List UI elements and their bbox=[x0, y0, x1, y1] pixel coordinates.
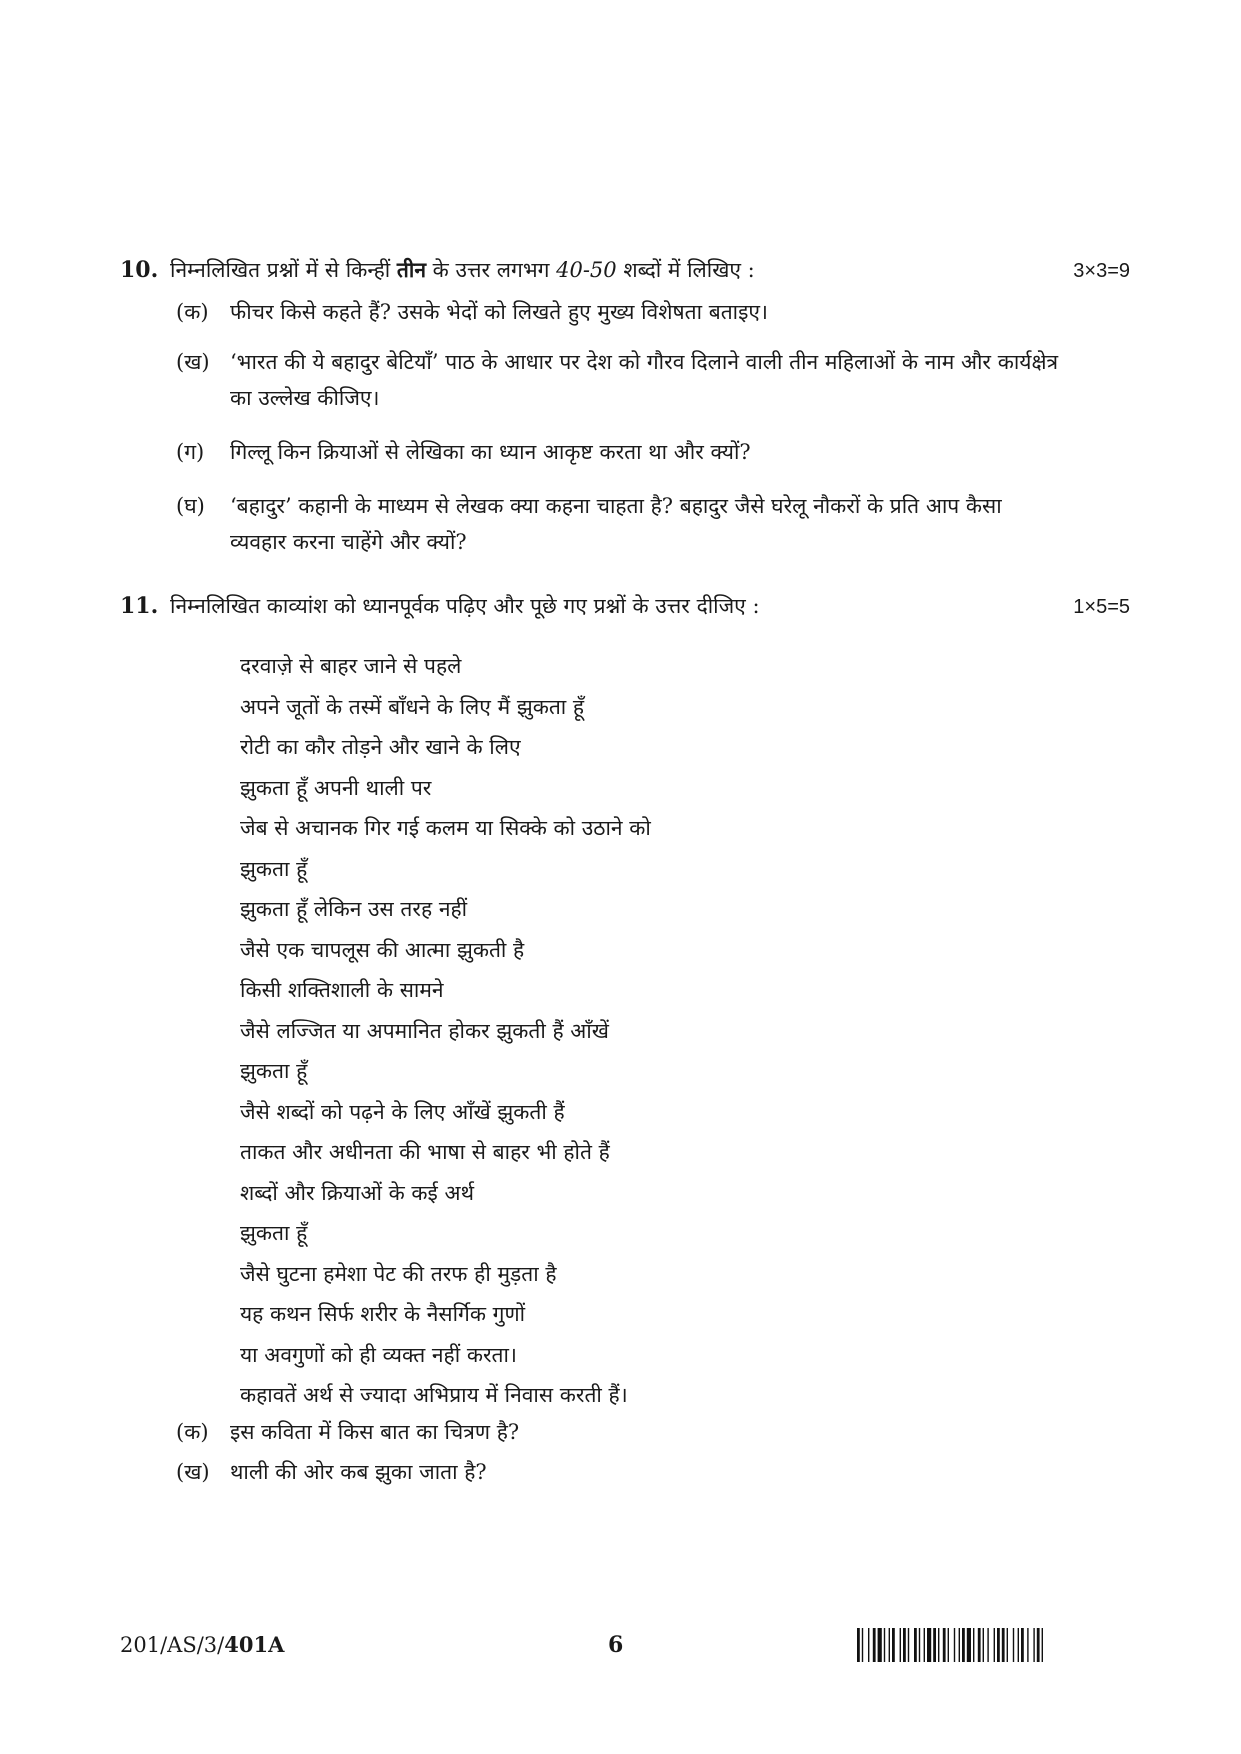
poem bbox=[240, 646, 651, 1416]
barcode-bar bbox=[900, 1628, 901, 1662]
poem-line: झुकता हूँ bbox=[240, 856, 308, 881]
barcode-bar bbox=[954, 1628, 955, 1662]
poem-line: किसी शक्तिशाली के सामने bbox=[240, 978, 444, 1002]
marks: 3×3=9 bbox=[1073, 260, 1130, 282]
question-text: निम्नलिखित काव्यांश को ध्यानपूर्वक पढ़िए और पूछे गए प्रश्नों के उत्तर दीजिए : bbox=[170, 594, 760, 618]
subquestion-label: (क) bbox=[176, 1420, 209, 1444]
barcode-bar bbox=[973, 1628, 974, 1662]
poem-line: जैसे घुटना हमेशा पेट की तरफ ही मुड़ता है bbox=[240, 1261, 557, 1286]
poem-line: झुकता हूँ bbox=[240, 1221, 308, 1245]
poem-line: ताकत और अधीनता की भाषा से बाहर भी होते हैं bbox=[240, 1140, 610, 1164]
option-text: फीचर किसे कहते हैं? उसके भेदों को लिखते हुए मुख्य विशेषता बताइए। bbox=[230, 300, 768, 324]
barcode-bar bbox=[962, 1628, 965, 1662]
barcode-bar bbox=[967, 1628, 971, 1662]
barcode-bar bbox=[892, 1628, 895, 1662]
option bbox=[176, 434, 1130, 470]
subquestion bbox=[176, 1458, 487, 1486]
option-label: (घ) bbox=[176, 494, 205, 518]
barcode-bar bbox=[1037, 1628, 1040, 1662]
option-label: (ग) bbox=[176, 440, 205, 464]
question-text-part: के उत्तर लगभग bbox=[432, 258, 550, 282]
barcode-bar bbox=[868, 1628, 869, 1662]
barcode-bar bbox=[978, 1628, 981, 1662]
poem-line: यह कथन सिर्फ शरीर के नैसर्गिक गुणों bbox=[240, 1302, 526, 1326]
barcode-bar bbox=[1007, 1628, 1008, 1662]
word-range: 40-50 bbox=[556, 258, 617, 282]
barcode-bar bbox=[933, 1628, 936, 1662]
option-text: गिल्लू किन क्रियाओं से लेखिका का ध्यान आकृष्ट करता था और क्यों? bbox=[230, 440, 751, 464]
question-text-part: निम्नलिखित प्रश्नों में से किन्हीं bbox=[170, 258, 391, 282]
marks: 1×5=5 bbox=[1073, 596, 1130, 618]
barcode-bar bbox=[938, 1628, 939, 1662]
barcode-bar bbox=[987, 1628, 988, 1662]
barcode-bar bbox=[1033, 1628, 1034, 1662]
poem-line: झुकता हूँ bbox=[240, 1059, 308, 1083]
question-number: 10. bbox=[120, 257, 159, 283]
option-text: ‘भारत की ये बहादुर बेटियाँ’ पाठ के आधार पर देश को गौरव दिलाने वाली तीन महिलाओं के नाम और कार्यक्षेत्र का उल्लेख कीजिए। bbox=[230, 350, 1059, 410]
option bbox=[176, 488, 1130, 560]
question-text-part: शब्दों में लिखिए : bbox=[623, 258, 755, 282]
poem-line: अपने जूतों के तस्में बाँधने के लिए मैं झुकता हूँ bbox=[240, 694, 585, 719]
barcode-bar bbox=[983, 1628, 984, 1662]
barcode-bar bbox=[862, 1628, 863, 1662]
question-11 bbox=[120, 592, 1130, 620]
poem-line: दरवाज़े से बाहर जाने से पहले bbox=[240, 654, 462, 678]
page-number: 6 bbox=[608, 1632, 624, 1658]
barcode-bar bbox=[948, 1628, 949, 1662]
barcode-bar bbox=[889, 1628, 890, 1662]
barcode-bar bbox=[857, 1628, 860, 1662]
barcode-bar bbox=[1002, 1628, 1005, 1662]
poem-line: कहावतें अर्थ से ज्यादा अभिप्राय में निवास करती हैं। bbox=[240, 1383, 628, 1407]
poem-line: झुकता हूँ लेकिन उस तरह नहीं bbox=[240, 897, 468, 921]
barcode-bar bbox=[959, 1628, 960, 1662]
question-number: 11. bbox=[120, 593, 159, 619]
poem-line: या अवगुणों को ही व्यक्त नहीं करता। bbox=[240, 1342, 517, 1367]
poem-line: रोटी का कौर तोड़ने और खाने के लिए bbox=[240, 735, 521, 759]
question-text-bold: तीन bbox=[396, 257, 426, 282]
barcode-bar bbox=[903, 1628, 906, 1662]
subquestion bbox=[176, 1418, 519, 1446]
barcode-bar bbox=[1013, 1628, 1014, 1662]
poem-line: जैसे एक चापलूस की आत्मा झुकती है bbox=[240, 937, 525, 962]
barcode-bar bbox=[878, 1628, 882, 1662]
barcode-bar bbox=[908, 1628, 909, 1662]
subquestion-text: थाली की ओर कब झुका जाता है? bbox=[230, 1460, 487, 1484]
barcode-bar bbox=[1042, 1628, 1043, 1662]
paper-code-prefix: 201/AS/3/ bbox=[120, 1633, 225, 1657]
paper-code bbox=[120, 1632, 284, 1657]
question-10 bbox=[120, 256, 1130, 560]
barcode-bar bbox=[1021, 1628, 1024, 1662]
barcode-bar bbox=[994, 1628, 995, 1662]
barcode bbox=[857, 1628, 1117, 1662]
option bbox=[176, 294, 1130, 330]
barcode-bar bbox=[943, 1628, 946, 1662]
paper-code-bold: 401A bbox=[224, 1632, 285, 1657]
barcode-bar bbox=[924, 1628, 925, 1662]
barcode-bar bbox=[1018, 1628, 1019, 1662]
barcode-bar bbox=[873, 1628, 876, 1662]
barcode-bar bbox=[1027, 1628, 1028, 1662]
option-label: (ख) bbox=[176, 350, 210, 374]
option-text: ‘बहादुर’ कहानी के माध्यम से लेखक क्या कहना चाहता है? बहादुर जैसे घरेलू नौकरों के प्रति आप कैसा व्यवहार करना चाहेंगे और क्यों? bbox=[230, 494, 1002, 554]
poem-line: जैसे शब्दों को पढ़ने के लिए आँखें झुकती हैं bbox=[240, 1099, 565, 1124]
subquestion-label: (ख) bbox=[176, 1460, 210, 1484]
question-text bbox=[170, 256, 1010, 284]
barcode-bar bbox=[914, 1628, 917, 1662]
option-label: (क) bbox=[176, 300, 209, 324]
poem-line: शब्दों और क्रियाओं के कई अर्थ bbox=[240, 1180, 474, 1205]
poem-line: झुकता हूँ अपनी थाली पर bbox=[240, 775, 432, 800]
barcode-bar bbox=[927, 1628, 931, 1662]
barcode-bar bbox=[919, 1628, 920, 1662]
barcode-bar bbox=[997, 1628, 1000, 1662]
poem-line: जैसे लज्जित या अपमानित होकर झुकती हैं आँखें bbox=[240, 1018, 609, 1043]
option bbox=[176, 344, 1130, 416]
subquestion-text: इस कविता में किस बात का चित्रण है? bbox=[230, 1420, 520, 1444]
poem-line: जेब से अचानक गिर गई कलम या सिक्के को उठाने को bbox=[240, 816, 651, 840]
barcode-bar bbox=[884, 1628, 885, 1662]
